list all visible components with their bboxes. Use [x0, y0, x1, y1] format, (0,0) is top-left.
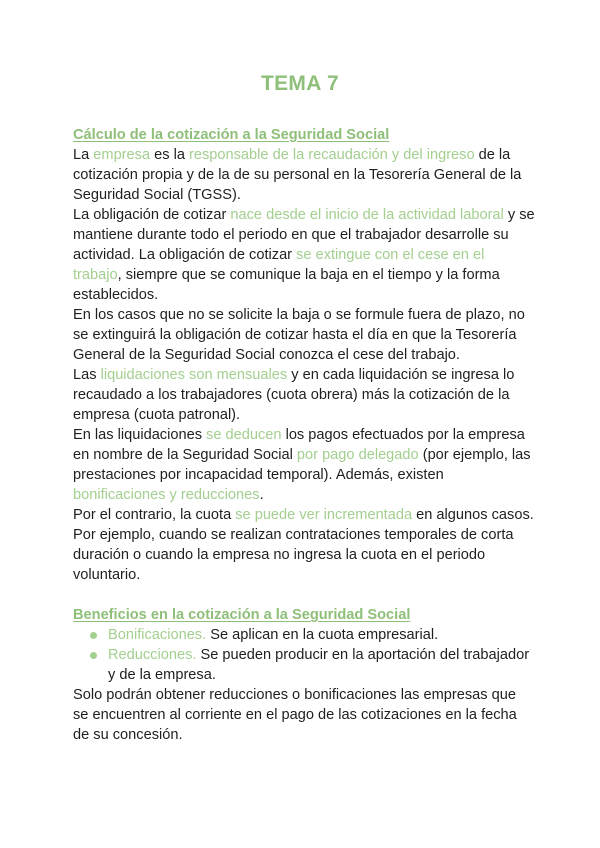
bullet-icon [90, 632, 97, 639]
text-run: La obligación de cotizar [73, 207, 231, 223]
text-run: es la [150, 147, 190, 163]
text-run: y se mantiene durante todo el periodo en que el trabajador desarrolle su actividad. La obligación de cotizar [73, 207, 535, 263]
list-item [73, 645, 535, 685]
page-title: TEMA 7 [260, 72, 340, 95]
highlight-empresa: empresa [93, 147, 151, 163]
bullet-icon [90, 652, 97, 659]
highlight-incrementada: se puede ver incrementada [235, 507, 413, 523]
highlight-extingue: se extingue con el cese en el trabajo [73, 247, 485, 283]
bullet-text: Se aplican en la cuota empresarial. [206, 627, 439, 643]
highlight-mensuales: liquidaciones son mensuales [100, 367, 288, 383]
paragraph-baja: En los casos que no se solicite la baja o se formule fuera de plazo, no se extinguirá la obligación de cotizar hasta el día en que la Tesorería General de la Seguridad Social conozca el cese del trabajo. [73, 307, 525, 363]
text-run: Por el contrario, la cuota [73, 507, 236, 523]
bullet-term: Reducciones. [108, 647, 197, 663]
text-run: y en cada liquidación se ingresa lo recaudado a los trabajadores (cuota obrera) más la cotización de la empresa (cuota patronal). [73, 367, 515, 423]
text-run: Las [73, 367, 101, 383]
paragraph-closing: Solo podrán obtener reducciones o bonificaciones las empresas que se encuentren al corriente en el pago de las cotizaciones en la fecha de su concesión. [73, 687, 517, 743]
highlight-deducen: se deducen [206, 427, 282, 443]
text-run: En las liquidaciones [73, 427, 207, 443]
paragraph-obligacion [73, 205, 535, 305]
highlight-pago-delegado: por pago delegado [296, 447, 419, 463]
section-heading-calculo: Cálculo de la cotización a la Seguridad Social [73, 127, 390, 143]
bullet-term: Bonificaciones. [108, 627, 207, 643]
list-item [73, 625, 535, 645]
text-run: en algunos casos. Por ejemplo, cuando se realizan contrataciones temporales de corta duración o cuando la empresa no ingresa la cuota en el periodo voluntario. [73, 507, 534, 583]
highlight-responsable: responsable de la recaudación y del ingreso [189, 147, 475, 163]
text-run: (por ejemplo, las prestaciones por incapacidad temporal). Además, existen [73, 447, 531, 483]
document-body [73, 125, 535, 745]
bullet-text: Se pueden producir en la aportación del trabajador y de la empresa. [108, 647, 530, 683]
paragraph-empresa [73, 145, 535, 205]
text-run: de la cotización propia y de la de su personal en la Tesorería General de la Seguridad Social (TGSS). [73, 147, 522, 203]
paragraph-deducciones [73, 425, 535, 505]
highlight-nace: nace desde el inicio de la actividad laboral [230, 207, 504, 223]
benefits-list [73, 625, 535, 685]
paragraph-incremento [73, 505, 535, 585]
section-heading-beneficios: Beneficios en la cotización a la Seguridad Social [73, 607, 411, 623]
text-run: los pagos efectuados por la empresa en nombre de la Seguridad Social [73, 427, 525, 463]
highlight-bonificaciones: bonificaciones y reducciones [73, 487, 260, 503]
text-run: . [259, 487, 264, 503]
paragraph-liquidaciones [73, 365, 535, 425]
text-run: La [73, 147, 94, 163]
text-run: , siempre que se comunique la baja en el tiempo y la forma establecidos. [73, 267, 500, 303]
spacer [73, 585, 535, 605]
